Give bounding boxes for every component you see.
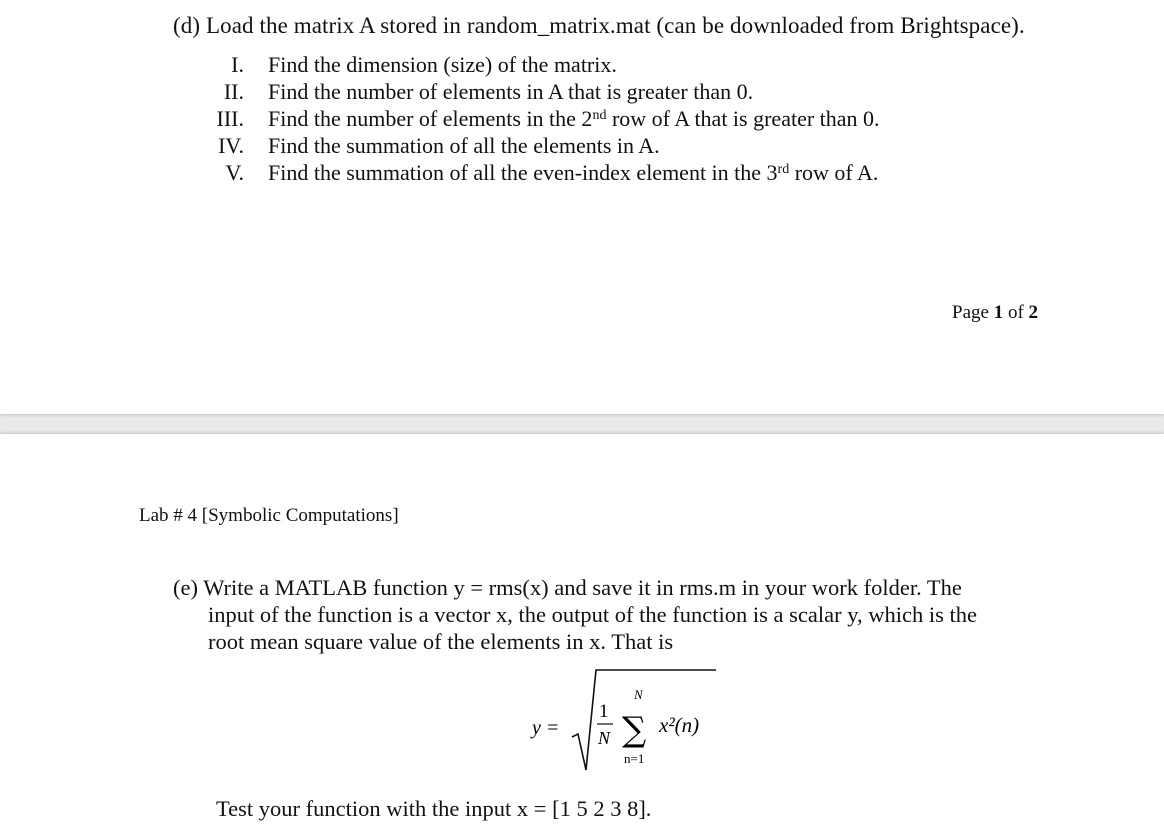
list-text: Find the summation of all the elements in A. xyxy=(268,133,660,158)
sum-upper-limit: N xyxy=(634,687,643,702)
list-text: Find the dimension (size) of the matrix. xyxy=(268,52,617,77)
ordinal-superscript: nd xyxy=(592,108,607,123)
list-number: II. xyxy=(223,79,244,104)
sum-lower-limit: n=1 xyxy=(624,751,645,766)
list-text: Find the summation of all the even-index element in the 3rd row of A. xyxy=(268,160,879,185)
formula-lhs: y = xyxy=(532,717,560,739)
rms-formula xyxy=(0,434,1164,832)
question-e-line: input of the function is a vector x, the output of the function is a scalar y, which is the xyxy=(208,602,977,627)
list-text: Find the number of elements in the 2nd row of A that is greater than 0. xyxy=(268,106,880,131)
list-number: I. xyxy=(231,52,244,77)
list-number: V. xyxy=(225,160,244,185)
page-number: Page 1 of 2 xyxy=(952,302,1039,323)
list-number: IV. xyxy=(218,133,244,158)
question-e-line: root mean square value of the elements in x. That is xyxy=(208,629,674,654)
question-e-line: (e) Write a MATLAB function y = rms(x) and save it in rms.m in your work folder. The xyxy=(173,575,962,600)
list-number: III. xyxy=(216,106,244,131)
page-header: Lab # 4 [Symbolic Computations] xyxy=(139,505,399,526)
fraction-denominator: N xyxy=(598,728,611,748)
list-text: Find the number of elements in A that is greater than 0. xyxy=(268,79,754,104)
sum-symbol: ∑ xyxy=(622,710,647,750)
sum-term: x²(n) xyxy=(659,713,700,737)
document-page-1 xyxy=(0,0,1164,414)
fraction-numerator: 1 xyxy=(599,701,609,722)
test-instruction: Test your function with the input x = [1 5 2 3 8]. xyxy=(216,796,652,821)
document-page-2 xyxy=(0,434,1164,832)
ordinal-superscript: rd xyxy=(777,162,790,177)
question-d: (d) Load the matrix A stored in random_matrix.mat (can be downloaded from Brightspace). xyxy=(173,13,1025,38)
